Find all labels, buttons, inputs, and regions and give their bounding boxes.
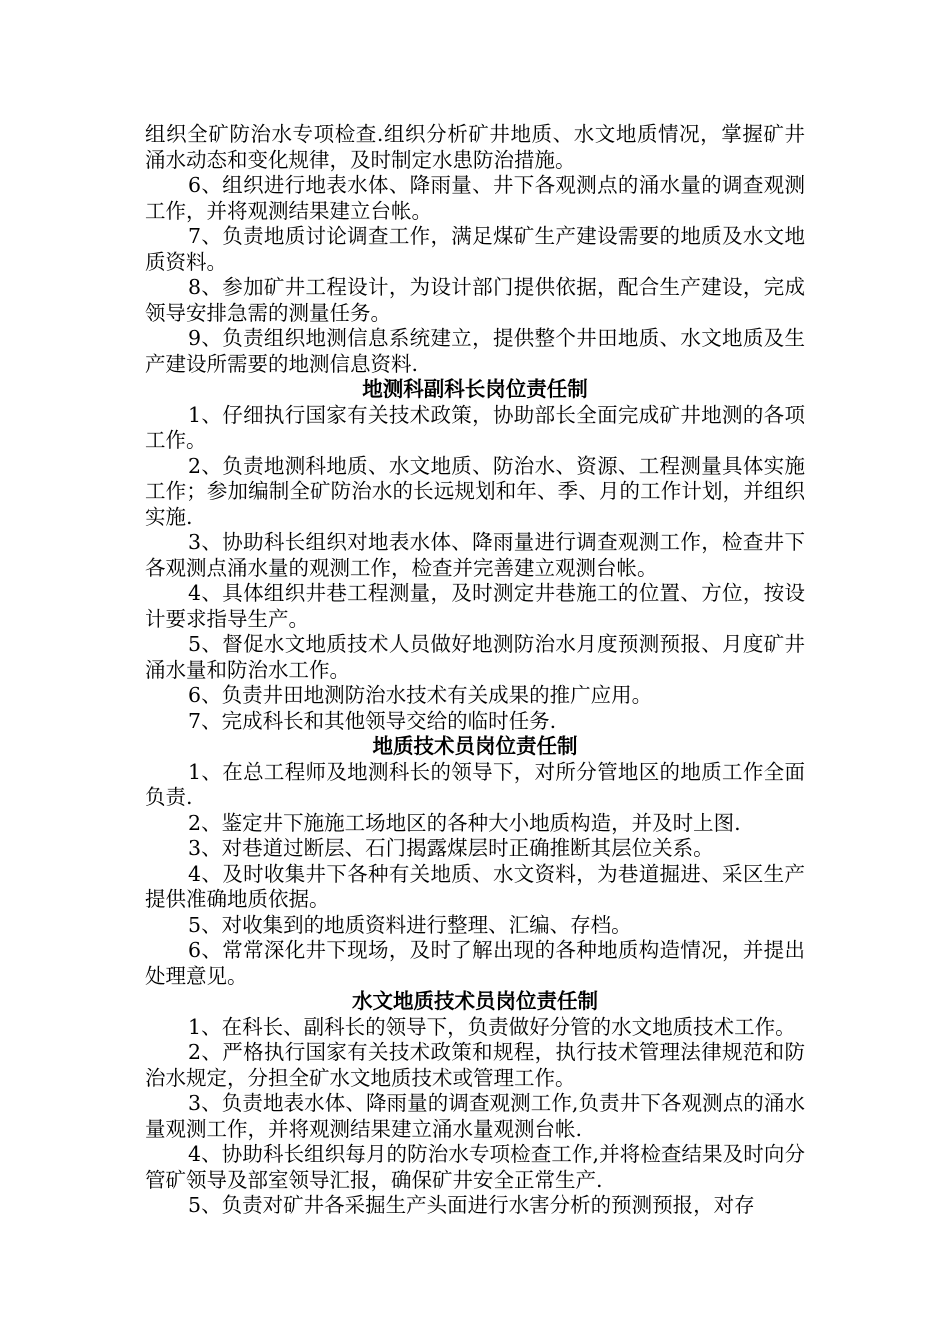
- duty-item: 6、负责井田地测防治水技术有关成果的推广应用。: [188, 683, 653, 707]
- duty-item: 2、严格执行国家有关技术政策和规程，执行技术管理法律规范和防治水规定，分担全矿水文地质技术或管理工作。: [145, 1040, 805, 1090]
- section-hydrogeology-technician: [145, 989, 805, 1219]
- duty-item: 2、负责地测科地质、水文地质、防治水、资源、工程测量具体实施工作；参加编制全矿防治水的长远规划和年、季、月的工作计划，并组织实施.: [145, 453, 805, 529]
- duty-item: 6、常常深化井下现场，及时了解出现的各种地质构造情况，并提出处理意见。: [145, 938, 805, 988]
- section-deputy-chief: [145, 377, 805, 734]
- document-page: [145, 122, 805, 1219]
- duty-item: 7、完成科长和其他领导交给的临时任务.: [188, 708, 557, 733]
- duty-item: 1、在总工程师及地测科长的领导下，对所分管地区的地质工作全面负责.: [145, 759, 805, 809]
- section-geology-technician: [145, 734, 805, 989]
- duty-item: 5、督促水文地质技术人员做好地测防治水月度预测预报、月度矿井涌水量和防治水工作。: [145, 632, 805, 682]
- duty-item: 3、对巷道过断层、石门揭露煤层时正确推断其层位关系。: [188, 836, 714, 860]
- duty-item: 5、负责对矿井各采掘生产头面进行水害分析的预测预报，对存: [188, 1193, 755, 1217]
- intro-paragraph: 6、组织进行地表水体、降雨量、井下各观测点的涌水量的调查观测工作，并将观测结果建立台帐。: [145, 173, 805, 223]
- duty-item: 4、协助科长组织每月的防治水专项检查工作,并将检查结果及时向分管矿领导及部室领导汇报，确保矿井安全正常生产.: [145, 1142, 805, 1192]
- section-title: 地测科副科长岗位责任制: [362, 377, 588, 401]
- duty-item: 2、鉴定井下施施工场地区的各种大小地质构造，并及时上图.: [188, 810, 741, 835]
- intro-paragraph: 9、负责组织地测信息系统建立，提供整个井田地质、水文地质及生产建设所需要的地测信息资料.: [145, 326, 805, 376]
- duty-item: 4、具体组织井巷工程测量，及时测定井巷施工的位置、方位，按设计要求指导生产。: [145, 581, 805, 631]
- intro-paragraph: 7、负责地质讨论调查工作，满足煤矿生产建设需要的地质及水文地质资料。: [145, 224, 805, 274]
- duty-item: 3、负责地表水体、降雨量的调查观测工作,负责井下各观测点的涌水量观测工作，并将观测结果建立涌水量观测台帐.: [145, 1091, 805, 1141]
- duty-item: 1、在科长、副科长的领导下，负责做好分管的水文地质技术工作。: [188, 1014, 796, 1039]
- duty-item: 1、仔细执行国家有关技术政策，协助部长全面完成矿井地测的各项工作。: [145, 402, 805, 452]
- intro-paragraph: 组织全矿防治水专项检查.组织分析矿井地质、水文地质情况，掌握矿井涌水动态和变化规律，及时制定水患防治措施。: [145, 122, 805, 172]
- section-title: 地质技术员岗位责任制: [372, 734, 578, 758]
- intro-paragraph: 8、参加矿井工程设计，为设计部门提供依据，配合生产建设，完成领导安排急需的测量任务。: [145, 275, 805, 325]
- duty-item: 3、协助科长组织对地表水体、降雨量进行调查观测工作，检查井下各观测点涌水量的观测工作，检查并完善建立观测台帐。: [145, 530, 805, 580]
- duty-item: 4、及时收集井下各种有关地质、水文资料，为巷道掘进、采区生产提供准确地质依据。: [145, 861, 805, 911]
- duty-item: 5、对收集到的地质资料进行整理、汇编、存档。: [188, 912, 632, 937]
- section-title: 水文地质技术员岗位责任制: [352, 989, 598, 1013]
